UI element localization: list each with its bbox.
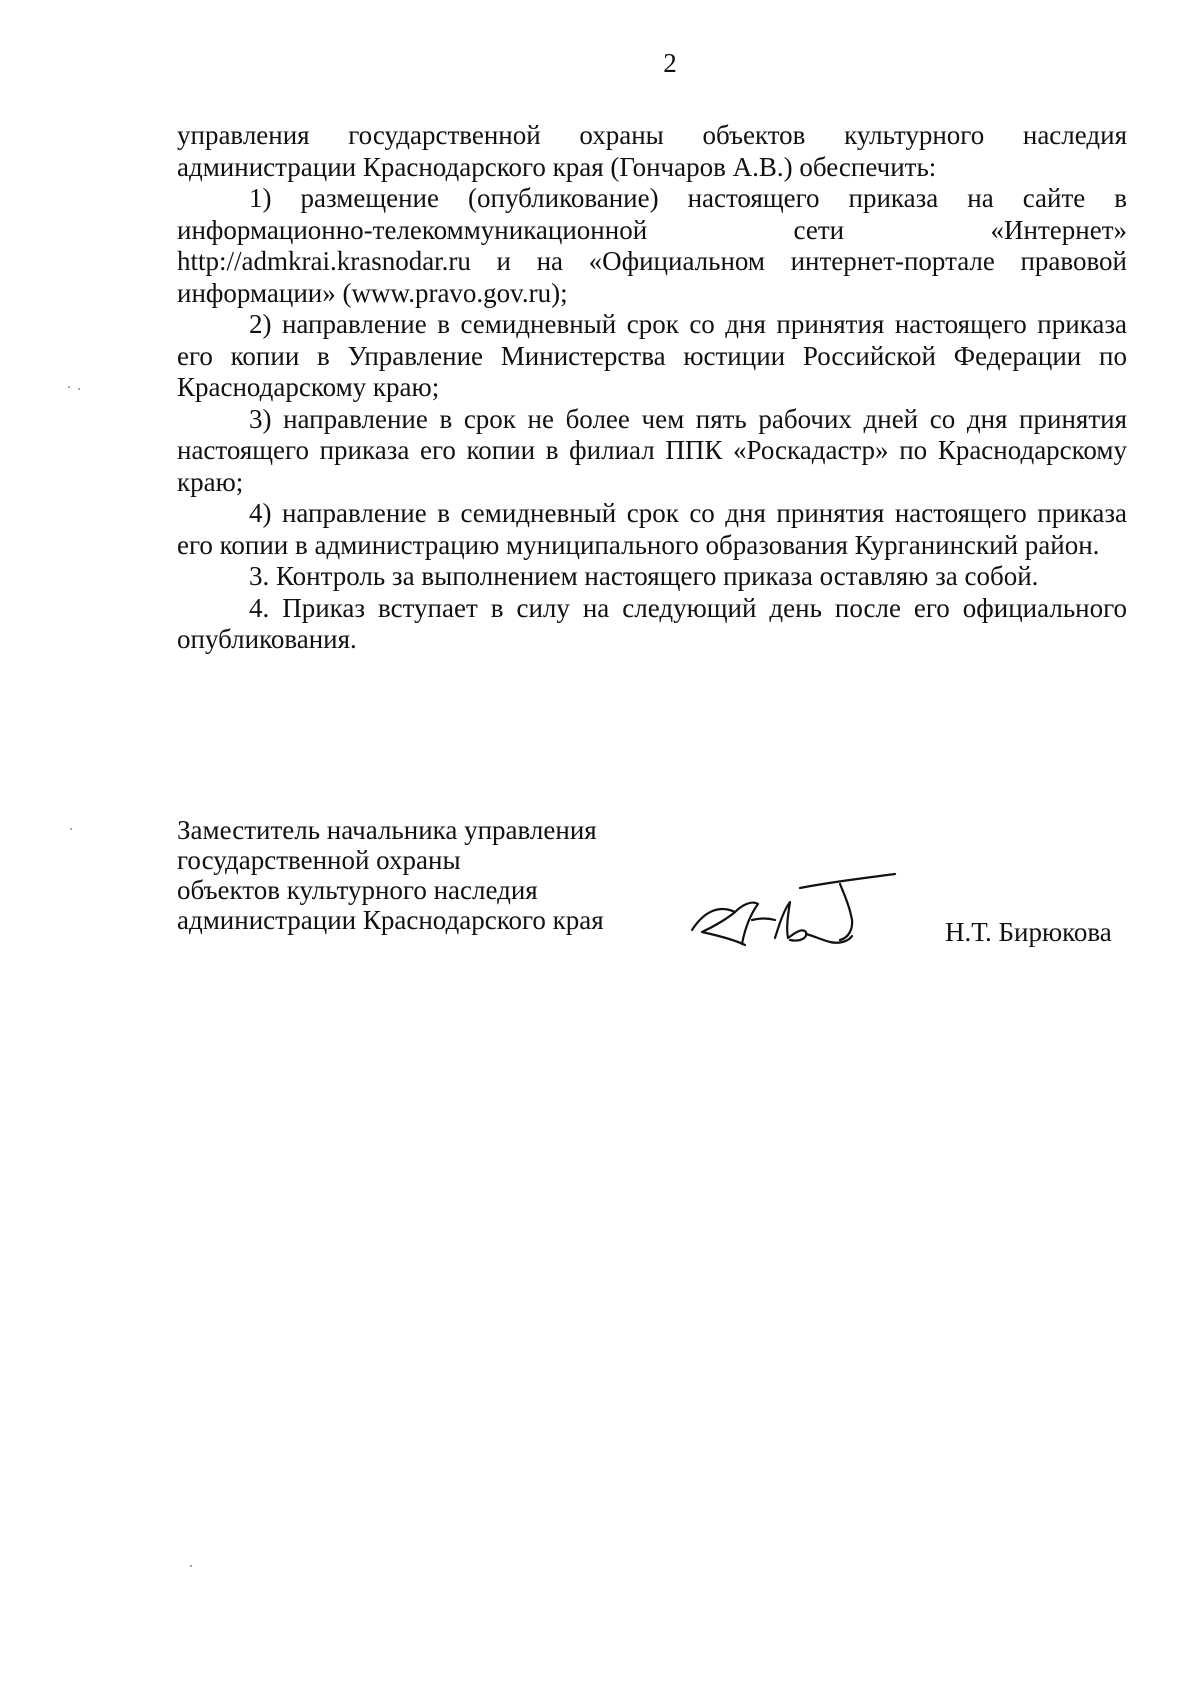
signer-title-line: объектов культурного наследия	[177, 875, 538, 905]
scan-artifact	[190, 1565, 192, 1567]
paragraph-continuation: управления государственной охраны объектов культурного наследия администрации Краснодарского края (Гончаров А.В.) обеспечить:	[177, 120, 1127, 182]
signer-name: Н.Т. Бирюкова	[945, 917, 1112, 947]
signer-title-line: Заместитель начальника управления	[177, 815, 597, 845]
paragraph-item-3: 3) направление в срок не более чем пять рабочих дней со дня принятия настоящего приказа его копии в филиал ППК «Роскадастр» по Краснодарскому краю;	[177, 403, 1127, 497]
paragraph-item-1: 1) размещение (опубликование) настоящего приказа на сайте в информационно-телекоммуникационной сети «Интернет» http://admkrai.krasnodar.ru и на «Официальном интернет-портале правовой информации» (www.pravo.gov.ru);	[177, 183, 1127, 308]
scan-artifact	[78, 388, 80, 390]
scan-artifact	[70, 828, 72, 830]
signer-title-line: государственной охраны	[177, 845, 461, 875]
document-body	[177, 120, 1127, 656]
scan-artifact	[68, 386, 70, 388]
signer-title-line: администрации Краснодарского края	[177, 905, 604, 935]
paragraph-item-4: 4) направление в семидневный срок со дня принятия настоящего приказа его копии в администрацию муниципального образования Курганинский район.	[177, 498, 1127, 560]
handwritten-signature-icon	[680, 860, 905, 960]
signature-block	[177, 815, 604, 935]
page-number: 2	[663, 48, 677, 78]
paragraph-item-2: 2) направление в семидневный срок со дня принятия настоящего приказа его копии в Управление Министерства юстиции Российской Федерации по Краснодарскому краю;	[177, 309, 1127, 402]
paragraph-control: 3. Контроль за выполнением настоящего приказа оставляю за собой.	[249, 561, 1039, 591]
paragraph-effective: 4. Приказ вступает в силу на следующий день после его официального опубликования.	[177, 592, 1127, 654]
